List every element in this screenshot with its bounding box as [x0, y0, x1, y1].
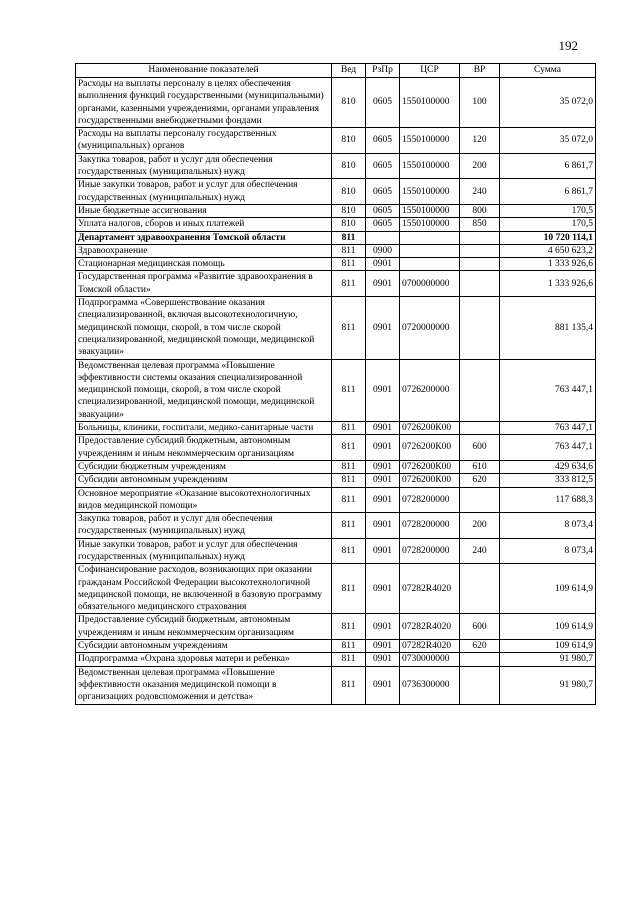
row-ved: 811	[332, 297, 366, 359]
page-number: 192	[558, 38, 578, 53]
row-name: Предоставление субсидий бюджетным, автономным учреждениям и иным некоммерческим организациям	[76, 435, 332, 461]
row-vr	[460, 666, 500, 704]
row-csr: 0726200К00	[400, 422, 460, 435]
row-sum: 117 688,3	[500, 487, 596, 513]
row-ved: 811	[332, 460, 366, 473]
row-rzpr: 0901	[366, 513, 400, 539]
row-ved: 810	[332, 153, 366, 179]
row-rzpr: 0605	[366, 153, 400, 179]
row-ved: 811	[332, 244, 366, 257]
row-csr: 0700000000	[400, 271, 460, 297]
table-row	[76, 538, 596, 564]
table-row	[76, 474, 596, 487]
row-sum: 170,5	[500, 218, 596, 231]
row-vr: 600	[460, 614, 500, 640]
row-csr: 0728200000	[400, 487, 460, 513]
row-ved: 811	[332, 231, 366, 244]
row-sum: 109 614,9	[500, 564, 596, 614]
table-row	[76, 487, 596, 513]
row-ved: 811	[332, 258, 366, 271]
row-rzpr: 0901	[366, 422, 400, 435]
row-name: Софинансирование расходов, возникающих при оказании гражданам Российской Федерации высокотехнологичной медицинской помощи, не включенной в базовую программу обязательного медицинского страхования	[76, 564, 332, 614]
row-csr: 0726200К00	[400, 435, 460, 461]
table-row	[76, 460, 596, 473]
row-name: Основное мероприятие «Оказание высокотехнологичных видов медицинской помощи»	[76, 487, 332, 513]
row-sum: 35 072,0	[500, 78, 596, 128]
row-rzpr: 0901	[366, 614, 400, 640]
row-name: Иные бюджетные ассигнования	[76, 204, 332, 217]
row-name: Подпрограмма «Совершенствование оказания специализированной, включая высокотехнологичную, медицинской помощи, скорой, в том числе скорой специализированной, медицинской помощи, медицинской эвакуации»	[76, 297, 332, 359]
row-ved: 811	[332, 666, 366, 704]
row-vr: 620	[460, 474, 500, 487]
row-vr: 200	[460, 513, 500, 539]
row-csr: 0726200К00	[400, 460, 460, 473]
row-csr: 0728200000	[400, 513, 460, 539]
row-ved: 810	[332, 179, 366, 205]
row-vr: 800	[460, 204, 500, 217]
table-row	[76, 271, 596, 297]
table-row	[76, 564, 596, 614]
row-ved: 811	[332, 513, 366, 539]
row-name: Закупка товаров, работ и услуг для обеспечения государственных (муниципальных) нужд	[76, 513, 332, 539]
row-sum: 8 073,4	[500, 513, 596, 539]
row-sum: 10 720 114,1	[500, 231, 596, 244]
table-row	[76, 218, 596, 231]
row-ved: 810	[332, 128, 366, 154]
header-ved: Вед	[332, 64, 366, 78]
row-name: Иные закупки товаров, работ и услуг для обеспечения государственных (муниципальных) нужд	[76, 179, 332, 205]
row-name: Расходы на выплаты персоналу в целях обеспечения выполнения функций государственными (муниципальными) органами, казенными учреждениями, органами управления государственными внебюджетными фондами	[76, 78, 332, 128]
row-ved: 811	[332, 435, 366, 461]
row-name: Здравоохранение	[76, 244, 332, 257]
table-row	[76, 231, 596, 244]
row-csr: 1550100000	[400, 128, 460, 154]
table-row	[76, 653, 596, 666]
row-csr: 0728200000	[400, 538, 460, 564]
row-vr: 200	[460, 153, 500, 179]
row-ved: 811	[332, 640, 366, 653]
row-csr: 07282R4020	[400, 614, 460, 640]
row-name: Стационарная медицинская помощь	[76, 258, 332, 271]
row-csr: 0730000000	[400, 653, 460, 666]
row-csr: 0736300000	[400, 666, 460, 704]
row-csr: 1550100000	[400, 153, 460, 179]
row-name: Расходы на выплаты персоналу государственных (муниципальных) органов	[76, 128, 332, 154]
row-sum: 91 980,7	[500, 653, 596, 666]
row-vr	[460, 422, 500, 435]
row-sum: 429 634,6	[500, 460, 596, 473]
row-csr	[400, 258, 460, 271]
row-rzpr: 0605	[366, 204, 400, 217]
row-ved: 811	[332, 359, 366, 421]
table-row	[76, 359, 596, 421]
row-ved: 811	[332, 271, 366, 297]
row-vr	[460, 653, 500, 666]
row-sum: 763 447,1	[500, 422, 596, 435]
row-ved: 810	[332, 218, 366, 231]
row-vr	[460, 487, 500, 513]
row-csr	[400, 244, 460, 257]
row-vr	[460, 258, 500, 271]
row-rzpr: 0605	[366, 78, 400, 128]
row-vr: 620	[460, 640, 500, 653]
table-row	[76, 297, 596, 359]
table-row	[76, 204, 596, 217]
row-csr: 1550100000	[400, 218, 460, 231]
row-name: Уплата налогов, сборов и иных платежей	[76, 218, 332, 231]
row-name: Иные закупки товаров, работ и услуг для обеспечения государственных (муниципальных) нужд	[76, 538, 332, 564]
table-row	[76, 422, 596, 435]
row-rzpr: 0901	[366, 640, 400, 653]
row-name: Больницы, клиники, госпитали, медико-санитарные части	[76, 422, 332, 435]
row-name: Субсидии автономным учреждениям	[76, 474, 332, 487]
row-sum: 881 135,4	[500, 297, 596, 359]
row-csr: 0726200К00	[400, 474, 460, 487]
header-sum: Сумма	[500, 64, 596, 78]
row-csr: 07282R4020	[400, 640, 460, 653]
row-sum: 109 614,9	[500, 640, 596, 653]
row-rzpr: 0901	[366, 653, 400, 666]
row-ved: 811	[332, 653, 366, 666]
row-name: Подпрограмма «Охрана здоровья матери и ребенка»	[76, 653, 332, 666]
row-sum: 6 861,7	[500, 179, 596, 205]
row-ved: 811	[332, 474, 366, 487]
row-name: Субсидии бюджетным учреждениям	[76, 460, 332, 473]
row-sum: 109 614,9	[500, 614, 596, 640]
row-vr: 120	[460, 128, 500, 154]
row-name: Закупка товаров, работ и услуг для обеспечения государственных (муниципальных) нужд	[76, 153, 332, 179]
table-header-row	[76, 64, 596, 78]
header-csr: ЦСР	[400, 64, 460, 78]
table-row	[76, 640, 596, 653]
row-ved: 811	[332, 422, 366, 435]
row-ved: 810	[332, 78, 366, 128]
row-rzpr: 0901	[366, 564, 400, 614]
table-row	[76, 128, 596, 154]
row-sum: 6 861,7	[500, 153, 596, 179]
row-csr: 07282R4020	[400, 564, 460, 614]
row-rzpr: 0901	[366, 666, 400, 704]
row-sum: 4 650 623,2	[500, 244, 596, 257]
row-csr: 0726200000	[400, 359, 460, 421]
row-ved: 811	[332, 564, 366, 614]
row-vr: 610	[460, 460, 500, 473]
row-ved: 811	[332, 538, 366, 564]
table-body	[76, 78, 596, 705]
row-sum: 91 980,7	[500, 666, 596, 704]
header-rzpr: РзПр	[366, 64, 400, 78]
row-rzpr: 0901	[366, 359, 400, 421]
row-name: Субсидии автономным учреждениям	[76, 640, 332, 653]
table-row	[76, 179, 596, 205]
row-sum: 333 812,5	[500, 474, 596, 487]
row-name: Государственная программа «Развитие здравоохранения в Томской области»	[76, 271, 332, 297]
row-csr: 0720000000	[400, 297, 460, 359]
row-vr	[460, 231, 500, 244]
row-name: Ведомственная целевая программа «Повышение эффективности системы оказания специализированной медицинской помощи, скорой, в том числе скорой специализированной, медицинской помощи, медицинской эвакуации»	[76, 359, 332, 421]
table-row	[76, 258, 596, 271]
row-rzpr	[366, 231, 400, 244]
row-rzpr: 0901	[366, 435, 400, 461]
row-vr	[460, 359, 500, 421]
budget-table	[75, 63, 596, 705]
row-rzpr: 0901	[366, 271, 400, 297]
table-row	[76, 614, 596, 640]
header-vr: ВР	[460, 64, 500, 78]
table-row	[76, 666, 596, 704]
row-sum: 1 333 926,6	[500, 258, 596, 271]
row-vr: 240	[460, 538, 500, 564]
table-row	[76, 435, 596, 461]
row-rzpr: 0900	[366, 244, 400, 257]
row-rzpr: 0901	[366, 297, 400, 359]
row-csr: 1550100000	[400, 78, 460, 128]
row-rzpr: 0901	[366, 460, 400, 473]
row-vr	[460, 271, 500, 297]
row-vr: 850	[460, 218, 500, 231]
row-sum: 1 333 926,6	[500, 271, 596, 297]
row-vr: 600	[460, 435, 500, 461]
table-row	[76, 78, 596, 128]
row-rzpr: 0901	[366, 258, 400, 271]
row-ved: 811	[332, 614, 366, 640]
table-row	[76, 513, 596, 539]
row-vr	[460, 244, 500, 257]
row-vr	[460, 564, 500, 614]
row-csr	[400, 231, 460, 244]
row-name: Предоставление субсидий бюджетным, автономным учреждениям и иным некоммерческим организациям	[76, 614, 332, 640]
row-ved: 810	[332, 204, 366, 217]
row-sum: 763 447,1	[500, 435, 596, 461]
row-vr: 100	[460, 78, 500, 128]
row-vr: 240	[460, 179, 500, 205]
row-csr: 1550100000	[400, 204, 460, 217]
row-name: Департамент здравоохранения Томской области	[76, 231, 332, 244]
row-sum: 8 073,4	[500, 538, 596, 564]
row-sum: 763 447,1	[500, 359, 596, 421]
row-rzpr: 0605	[366, 218, 400, 231]
table-row	[76, 244, 596, 257]
row-sum: 35 072,0	[500, 128, 596, 154]
row-rzpr: 0901	[366, 487, 400, 513]
row-rzpr: 0605	[366, 128, 400, 154]
table-row	[76, 153, 596, 179]
row-rzpr: 0605	[366, 179, 400, 205]
row-csr: 1550100000	[400, 179, 460, 205]
header-name: Наименование показателей	[76, 64, 332, 78]
row-rzpr: 0901	[366, 474, 400, 487]
row-vr	[460, 297, 500, 359]
row-ved: 811	[332, 487, 366, 513]
row-sum: 170,5	[500, 204, 596, 217]
row-name: Ведомственная целевая программа «Повышение эффективности оказания медицинской помощи в организациях родовспоможения и детства»	[76, 666, 332, 704]
row-rzpr: 0901	[366, 538, 400, 564]
